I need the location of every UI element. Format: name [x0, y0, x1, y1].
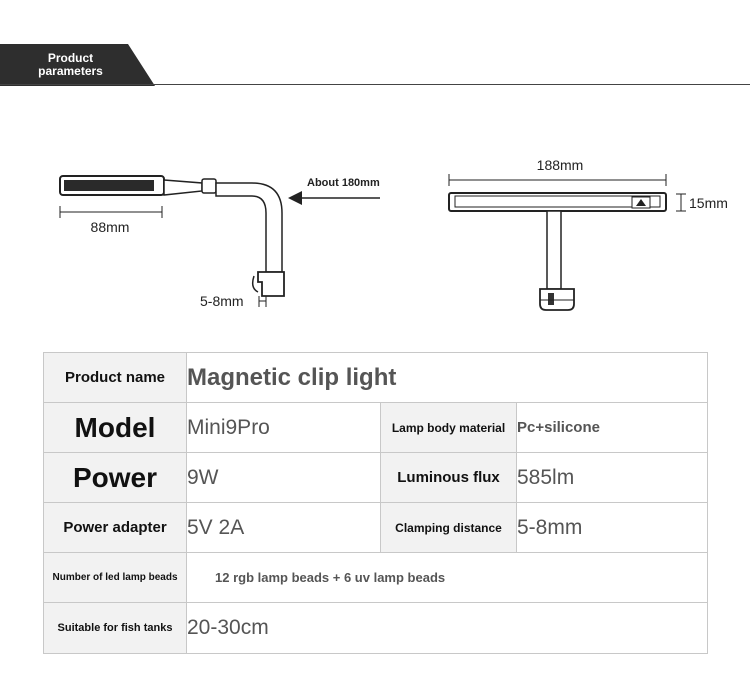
- beads-value: 12 rgb lamp beads + 6 uv lamp beads: [187, 553, 708, 603]
- model-label: Model: [44, 403, 187, 453]
- product-name-label: Product name: [44, 353, 187, 403]
- height-dimension-front: [676, 194, 686, 211]
- power-label: Power: [44, 453, 187, 503]
- clamping-label: Clamping distance: [381, 503, 517, 553]
- front-height-label: 15mm: [689, 195, 728, 211]
- product-name-value: Magnetic clip light: [187, 353, 708, 403]
- dimension-diagram: [0, 0, 750, 340]
- tanks-label: Suitable for fish tanks: [44, 603, 187, 654]
- spec-table: [43, 352, 708, 654]
- spec-row-product-name: [44, 353, 708, 403]
- clamping-value: 5-8mm: [517, 503, 708, 553]
- width-dimension-front: [449, 174, 666, 186]
- spec-row-beads: [44, 553, 708, 603]
- side-width-label: 88mm: [90, 219, 130, 235]
- arm-length-arrow: [288, 191, 380, 205]
- material-label: Lamp body material: [381, 403, 517, 453]
- adapter-label: Power adapter: [44, 503, 187, 553]
- adapter-value: 5V 2A: [187, 503, 381, 553]
- flux-value: 585lm: [517, 453, 708, 503]
- arm-length-label: About 180mm: [307, 177, 380, 189]
- power-value: 9W: [187, 453, 381, 503]
- beads-label: Number of led lamp beads: [44, 553, 187, 603]
- width-dimension-side: [60, 206, 162, 218]
- tanks-value: 20-30cm: [187, 603, 708, 654]
- model-value: Mini9Pro: [187, 403, 381, 453]
- front-view-lamp: [449, 193, 666, 310]
- spec-row-model: [44, 403, 708, 453]
- spec-row-power: [44, 453, 708, 503]
- side-view-lamp: [60, 176, 284, 296]
- spec-row-tanks: [44, 603, 708, 654]
- spec-row-adapter: [44, 503, 708, 553]
- flux-label: Luminous flux: [381, 453, 517, 503]
- section-title: Product parameters: [38, 51, 103, 78]
- material-value: Pc+silicone: [517, 403, 708, 453]
- front-width-label: 188mm: [536, 157, 584, 173]
- clamp-range-label: 5-8mm: [200, 293, 244, 309]
- clamp-dimension-marker: [259, 296, 266, 307]
